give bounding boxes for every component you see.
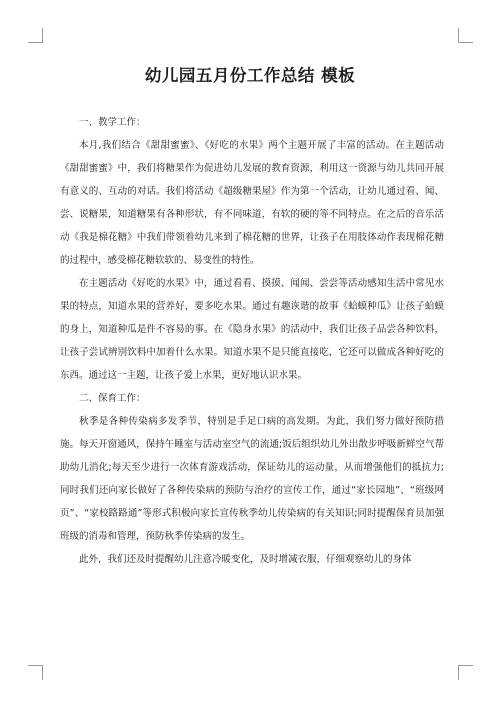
crop-mark-top-right xyxy=(458,28,473,43)
section-heading-care: 二、保育工作： xyxy=(79,393,146,404)
section-heading-teaching: 一、教学工作： xyxy=(79,117,146,128)
crop-mark-top-left xyxy=(28,28,43,43)
document-body xyxy=(60,111,444,571)
paragraph: 本月,我们结合《甜甜蜜蜜》、《好吃的水果》两个主题开展了丰富的活动。在主题活动《甜甜蜜蜜》中，我们将糖果作为促进幼儿发展的教育资源，利用这一资源与幼儿共同开展有意义的、互动的对话。我们将活动《超级糖果屋》作为第一个活动，让幼儿通过看、闻、尝、说糖果，知道糖果有各种形状，有不同味道，有软的硬的等不同特点。在之后的音乐活动《我是棉花糖》中我们带领着幼儿来到了棉花糖的世界，让孩子在用肢体动作表现棉花糖的过程中，感受棉花糖软软的、易变性的特性。 xyxy=(60,140,444,266)
document-title: 幼儿园五月份工作总结 模板 xyxy=(144,66,356,85)
crop-mark-bottom-left xyxy=(28,665,43,680)
paragraph: 在主题活动《好吃的水果》中，通过看看、摸摸、闻闻、尝尝等活动感知生活中常见水果的特点，知道水果的营养好，要多吃水果。通过有趣诙谐的故事《蛤蟆种瓜》让孩子蛤蟆的身上，知道种瓜是件不容易的事。在《隐身水果》的活动中，我们让孩子品尝各种饮料，让孩子尝试辨别饮料中加着什么水果。知道水果不是只能直接吃，它还可以做成各种好吃的东西。通过这一主题，让孩子爱上水果，更好地认识水果。 xyxy=(60,278,444,381)
crop-mark-bottom-right xyxy=(458,665,473,680)
paragraph: 此外，我们还及时提醒幼儿注意冷暖变化，及时增减衣服，仔细观察幼儿的身体 xyxy=(79,554,412,565)
paragraph: 秋季是各种传染病多发季节，特别是手足口病的高发期。为此，我们努力做好预防措施。每天开窗通风，保持午睡室与活动室空气的流通;饭后组织幼儿外出散步呼吸新鲜空气帮助幼儿消化;每天至少进行一次体育游戏活动，保证幼儿的运动量，从而增强他们的抵抗力;同时我们还向家长做好了各种传染病的预防与治疗的宣传工作，通过“家长园地”、“班级网页”、“家校路路通”等形式积极向家长宣传秋季幼儿传染病的有关知识;同时提醒保育员加强班级的消毒和管理，预防秋季传染病的发生。 xyxy=(60,416,444,542)
